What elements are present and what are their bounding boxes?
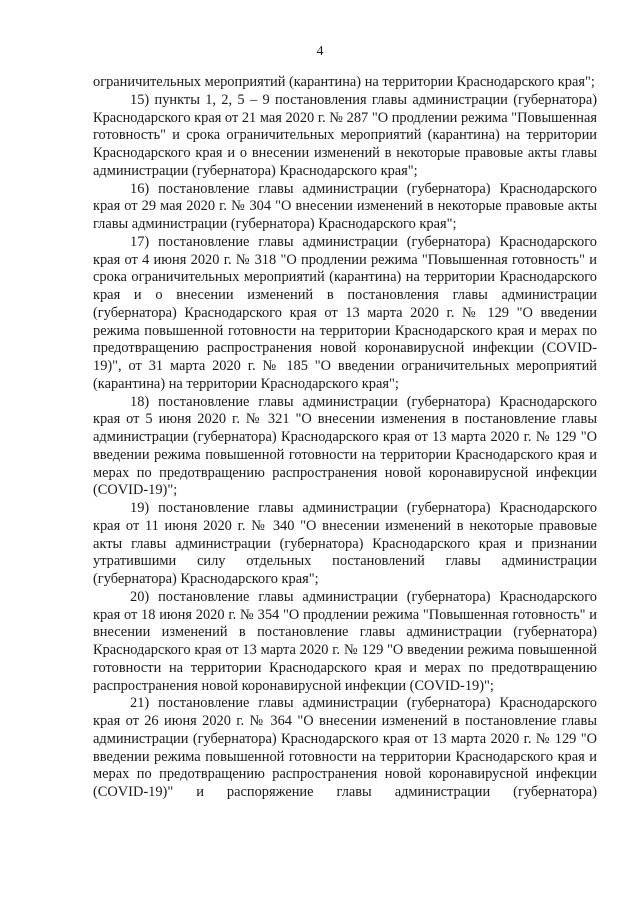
paragraph-19: 19) постановление главы администрации (губернатора) Краснодарского края от 11 июня 2020 г. № 340 "О внесении изменений в некоторые правовые акты главы администрации (губернатора) Краснодарского края и признании утратившими силу отдельных постановлений главы администрации (губернатора) Краснодарского края"; <box>93 500 597 587</box>
paragraph-20: 20) постановление главы администрации (губернатора) Краснодарского края от 18 июня 2020 г. № 354 "О продлении режима "Повышенная готовность" и внесении изменений в постановление главы администрации (губернатора) Краснодарского края от 13 марта 2020 г. № 129 "О введении режима повышенной готовности на территории Краснодарского края и мерах по предотвращению распространения новой коронавирусной инфекции (COVID-19)"; <box>93 588 597 694</box>
document-body <box>93 74 597 802</box>
paragraph-15: 15) пункты 1, 2, 5 – 9 постановления главы администрации (губернатора) Краснодарского края от 21 мая 2020 г. № 287 "О продлении режима "Повышенная готовность" и срока ограничительных мероприятий (карантина) на территории Краснодарского края и о внесении изменений в некоторые правовые акты главы администрации (губернатора) Краснодарского края"; <box>93 91 597 179</box>
paragraph-18: 18) постановление главы администрации (губернатора) Краснодарского края от 5 июня 2020 г. № 321 "О внесении изменения в постановление главы администрации (губернатора) Краснодарского края от 13 марта 2020 г. № 129 "О введении режима повышенной готовности на территории Краснодарского края и мерах по предотвращению распространения новой коронавирусной инфекции (COVID-19)"; <box>93 393 597 499</box>
paragraph-21: 21) постановление главы администрации (губернатора) Краснодарского края от 26 июня 2020 г. № 364 "О внесении изменений в постановление главы администрации (губернатора) Краснодарского края от 13 марта 2020 г. № 129 "О введении режима повышенной готовности на территории Краснодарского края и мерах по предотвращению распространения новой коронавирусной инфекции (COVID-19)" и распоряжение главы администрации (губернатора) <box>93 695 597 800</box>
page-number: 4 <box>316 44 324 59</box>
paragraph-14-continuation: ограничительных мероприятий (карантина) на территории Краснодарского края"; <box>93 74 595 90</box>
paragraph-16: 16) постановление главы администрации (губернатора) Краснодарского края от 29 мая 2020 г. № 304 "О внесении изменений в некоторые правовые акты главы администрации (губернатора) Краснодарского края"; <box>93 180 597 232</box>
paragraph-17: 17) постановление главы администрации (губернатора) Краснодарского края от 4 июня 2020 г. № 318 "О продлении режима "Повышенная готовность" и срока ограничительных мероприятий (карантина) на территории Краснодарского края и о внесении изменений в постановления главы администрации (губернатора) Краснодарского края от 13 марта 2020 г. № 129 "О введении режима повышенной готовности на территории Краснодарского края и мерах по предотвращению распространения новой коронавирусной инфекции (COVID-19)", от 31 марта 2020 г. № 185 "О введении ограничительных мероприятий (карантина) на территории Краснодарского края"; <box>93 233 597 392</box>
